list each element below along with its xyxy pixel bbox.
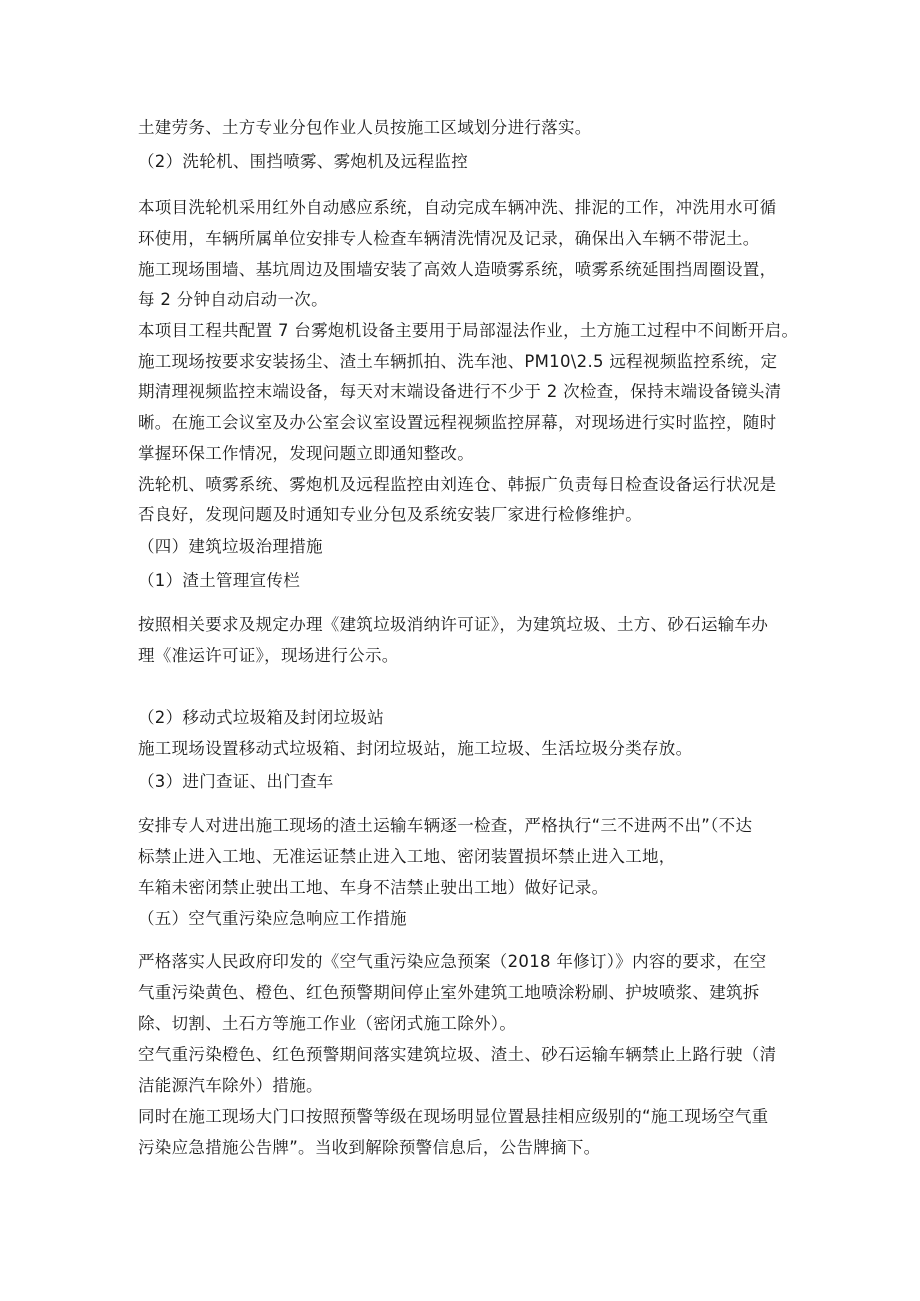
paragraph-line: 施工现场设置移动式垃圾箱、封闭垃圾站，施工垃圾、生活垃圾分类存放。 bbox=[138, 739, 693, 758]
paragraph-line: 土建劳务、土方专业分包作业人员按施工区域划分进行落实。 bbox=[138, 118, 592, 137]
paragraph-line: 本项目工程共配置 7 台雾炮机设备主要用于局部湿法作业，土方施工过程中不间断开启。 bbox=[138, 321, 799, 340]
paragraph-line: 每 2 分钟自动启动一次。 bbox=[138, 290, 328, 309]
paragraph-line: 严格落实人民政府印发的《空气重污染应急预案（2018 年修订）》内容的要求，在空 bbox=[138, 952, 767, 971]
paragraph-line: 环使用，车辆所属单位安排专人检查车辆清洗情况及记录，确保出入车辆不带泥土。 bbox=[138, 229, 760, 248]
section-heading: （1）渣土管理宣传栏 bbox=[138, 571, 300, 590]
paragraph-line: 施工现场围墙、基坑周边及围墙安装了高效人造喷雾系统，喷雾系统延围挡周圈设置， bbox=[138, 260, 777, 279]
section-heading: （2）移动式垃圾箱及封闭垃圾站 bbox=[138, 708, 384, 727]
paragraph-line: 污染应急措施公告牌”。当收到解除预警信息后，公告牌摘下。 bbox=[138, 1138, 601, 1157]
paragraph-line: 期清理视频监控末端设备，每天对末端设备进行不少于 2 次检查，保持末端设备镜头清 bbox=[138, 382, 782, 401]
paragraph-line: 本项目洗轮机采用红外自动感应系统，自动完成车辆冲洗、排泥的工作，冲洗用水可循 bbox=[138, 198, 777, 217]
paragraph-line: 洗轮机、喷雾系统、雾炮机及远程监控由刘连仓、韩振广负责每日检查设备运行状况是 bbox=[138, 475, 777, 494]
paragraph-line: 标禁止进入工地、无准运证禁止进入工地、密闭装置损坏禁止进入工地， bbox=[138, 847, 676, 866]
paragraph-line: 洁能源汽车除外）措施。 bbox=[138, 1076, 323, 1095]
paragraph-line: 否良好，发现问题及时通知专业分包及系统安装厂家进行检修维护。 bbox=[138, 505, 642, 524]
paragraph-line: 除、切割、土石方等施工作业（密闭式施工除外）。 bbox=[138, 1014, 517, 1033]
paragraph-line: 车箱未密闭禁止驶出工地、车身不洁禁止驶出工地）做好记录。 bbox=[138, 878, 609, 897]
paragraph-line: 理《准运许可证》，现场进行公示。 bbox=[138, 646, 399, 665]
paragraph-line: 安排专人对进出施工现场的渣土运输车辆逐一检查，严格执行“三不进两不出”（不达 bbox=[138, 816, 753, 835]
paragraph-line: 掌握环保工作情况，发现问题立即通知整改。 bbox=[138, 444, 474, 463]
section-heading: （五）空气重污染应急响应工作措施 bbox=[138, 909, 407, 928]
section-heading: （四）建筑垃圾治理措施 bbox=[138, 537, 323, 556]
paragraph-line: 气重污染黄色、橙色、红色预警期间停止室外建筑工地喷涂粉刷、护坡喷浆、建筑拆 bbox=[138, 983, 760, 1002]
paragraph-line: 空气重污染橙色、红色预警期间落实建筑垃圾、渣土、砂石运输车辆禁止上路行驶（清 bbox=[138, 1045, 777, 1064]
paragraph-line: 按照相关要求及规定办理《建筑垃圾消纳许可证》，为建筑垃圾、土方、砂石运输车办 bbox=[138, 615, 769, 634]
section-heading: （3）进门查证、出门查车 bbox=[138, 772, 334, 791]
paragraph-line: 晰。在施工会议室及办公室会议室设置远程视频监控屏幕，对现场进行实时监控，随时 bbox=[138, 413, 777, 432]
paragraph-line: 施工现场按要求安装扬尘、渣土车辆抓拍、洗车池、PM10\2.5 远程视频监控系统，定 bbox=[138, 352, 778, 371]
paragraph-line: 同时在施工现场大门口按照预警等级在现场明显位置悬挂相应级别的“施工现场空气重 bbox=[138, 1107, 769, 1126]
section-heading: （2）洗轮机、围挡喷雾、雾炮机及远程监控 bbox=[138, 152, 468, 171]
